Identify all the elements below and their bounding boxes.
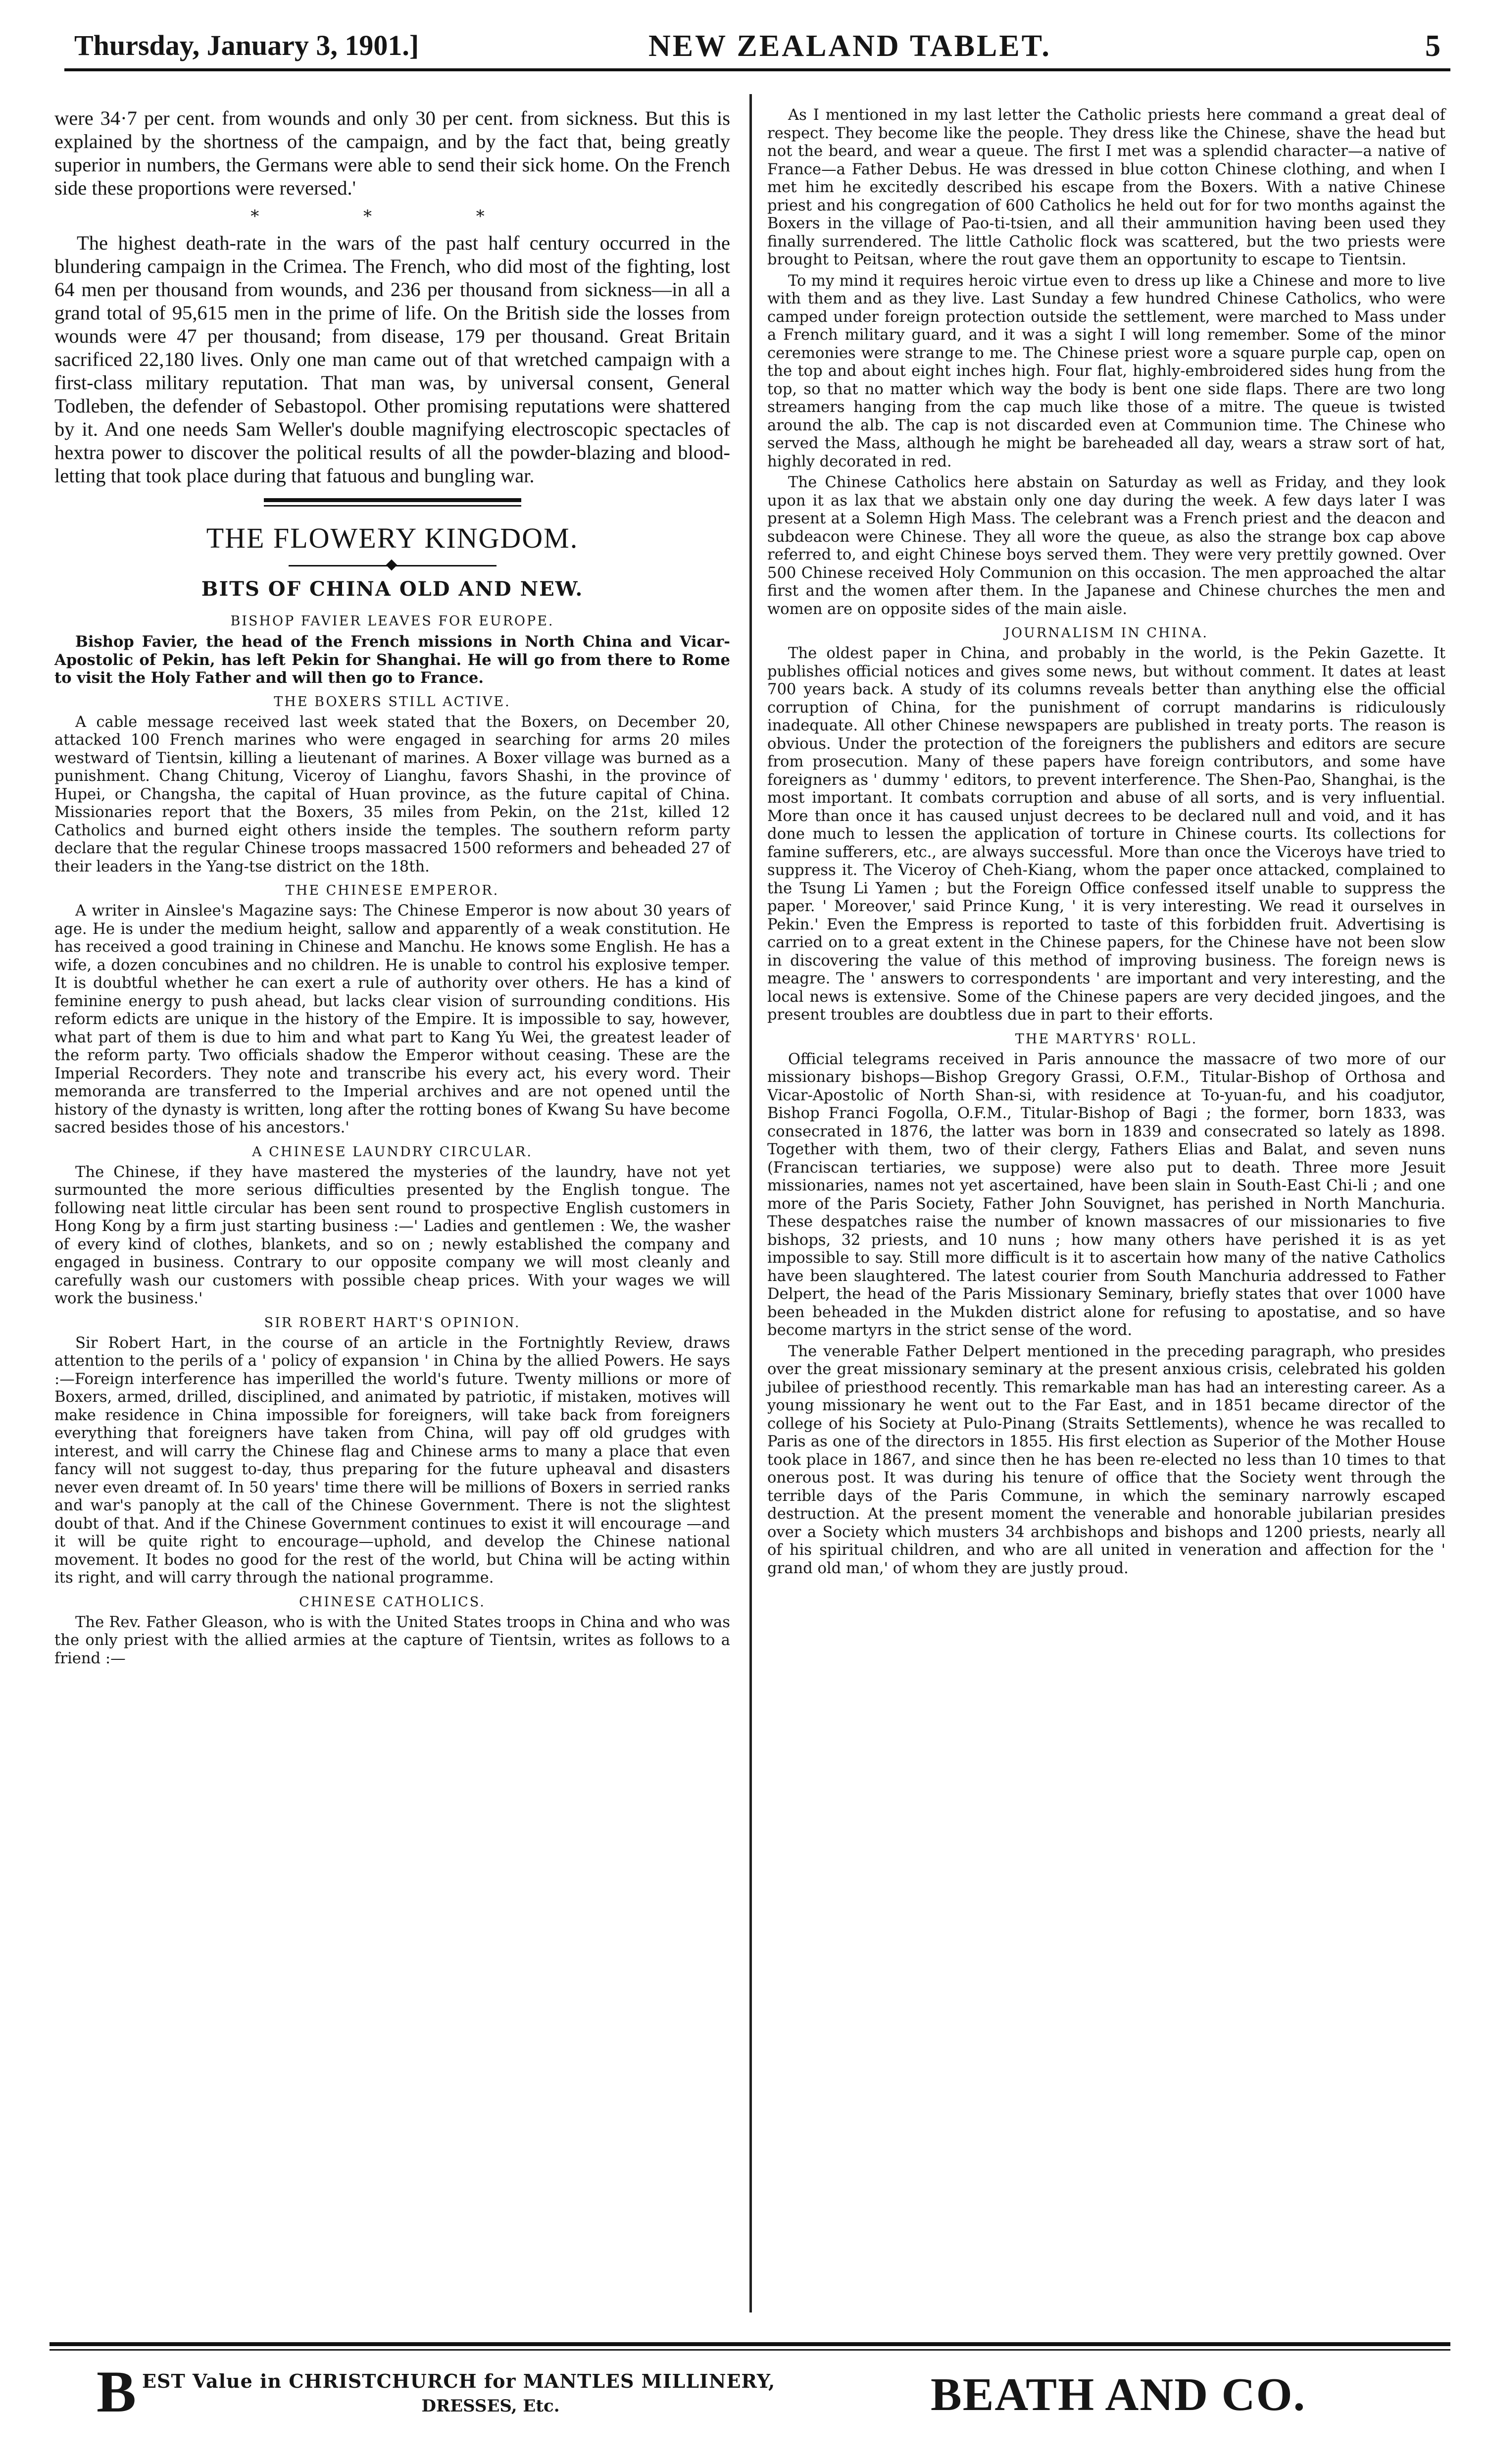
item-heading: BISHOP FAVIER LEAVES FOR EUROPE. [230, 614, 554, 629]
right-column [767, 106, 1445, 1581]
essay-continuation [54, 106, 730, 487]
footer-rule [50, 2342, 1450, 2346]
column-divider [749, 94, 752, 2312]
item-heading: THE MARTYRS' ROLL. [1015, 1031, 1198, 1047]
page-header [50, 26, 1450, 80]
item-paragraph: The Chinese, if they have mastered the mysteries of the laundry, have not yet surmounted the more serious difficulties presented by the English tongue. The following neat little circular has been sent round to prospective English customers in Hong Kong by a firm just starting business :—' Ladies and gentlemen : We, the washer of every kind of clothes, blankets, and so on ; newly established the company and engaged in business. Contrary to our opposite company we will most cleanly and carefully wash our customers with possible cheap prices. With your wages we will work the business.' [54, 1163, 730, 1307]
advertisement-footer [50, 2342, 1450, 2441]
section-rule [264, 498, 521, 507]
section-stars: * * * [250, 206, 534, 226]
item-heading: A CHINESE LAUNDRY CIRCULAR. [252, 1144, 533, 1160]
title-ornament [289, 561, 496, 570]
masthead-title: NEW ZEALAND TABLET. [648, 29, 1051, 63]
advertisement-left [97, 2359, 839, 2424]
item-paragraph: To my mind it requires heroic virtue even to dress up like a Chinese and more to live with them and as they live. Last Sunday a few hundred Chinese Catholics, who were camped under foreign protection outside the settlement, were marched to Mass under a French military guard, and it was a sight I will long remember. Some of the minor ceremonies were strange to me. The Chinese priest wore a square purple cap, open on the top and about eight inches high. Four flat, highly-embroidered sides hung from the top, so that no matter which way the body is bent one side flaps. There are two long streamers hanging from the cap much like those of a mitre. The queue is twisted around the alb. The cap is not discarded even at Communion time. The Chinese who served the Mass, although he might be bareheaded all day, wears a straw sort of hat, highly decorated in red. [767, 272, 1445, 470]
item-paragraph: A writer in Ainslee's Magazine says: The Chinese Emperor is now about 30 years of age. He is under the medium height, sallow and apparently of a weak constitution. He has received a good training in Chinese and Manchu. He knows some English. He has a wife, a dozen concubines and no children. He is unable to control his explosive temper. It is doubtful whether he can exert a rule of authority over others. He has a kind of feminine energy to push ahead, but lacks clear vision of surrounding conditions. His reform edicts are unique in the history of the Empire. It is impossible to say, however, what part of them is due to him and what part to Kang Yu Wei, the greatest leader of the reform party. Two officials shadow the Emperor without ceasing. These are the Imperial Recorders. They note and transcribe his every act, his every word. Their memoranda are transferred to the Imperial archives and are not opened until the history of the dynasty is written, long after the rotting bones of Kwang Su have become sacred besides those of his ancestors.' [54, 902, 730, 1136]
header-rule [64, 68, 1450, 71]
item-heading: THE CHINESE EMPEROR. [285, 883, 499, 898]
footer-rule [50, 2349, 1450, 2351]
item-paragraph: The Chinese Catholics here abstain on Saturday as well as Friday, and they look upon it as lax that we abstain only one day during the week. A few days later I was present at a Solemn High Mass. The celebrant was a French priest and the deacon and subdeacon were Chinese. They all wore the queue, as also the strange box cap above referred to, and eight Chinese boys served them. They were very prettily gowned. Over 500 Chinese received Holy Communion on this occasion. The men approached the altar first and the women after them. In the Japanese and Chinese churches the men and women are on opposite sides of the main aisle. [767, 474, 1445, 618]
item-heading: SIR ROBERT HART'S OPINION. [264, 1315, 521, 1331]
item-paragraph: Sir Robert Hart, in the course of an article in the Fortnightly Review, draws attention to the perils of a ' policy of expansion ' in China by the allied Powers. He says :—Foreign interference has imperilled the world's future. Twenty millions or more of Boxers, armed, drilled, disciplined, and animated by patriotic, if mistaken, motives will make residence in China impossible for foreigners, will take back from foreigners everything that foreigners have taken from China, will pay off old grudges with interest, and will carry the Chinese flag and Chinese arms to many a place that even fancy will not suggest to-day, thus preparing for the future upheaval and disasters never even dreamt of. In 50 years' time there will be millions of Boxers in serried ranks and war's panoply at the call of the Chinese Government. There is not the slightest doubt of that. And if the Chinese Government continues to exist it will encourage —and it will be quite right to encourage—uphold, and develop the Chinese national movement. It bodes no good for the rest of the world, but China will be acting within its right, and will carry through the national programme. [54, 1334, 730, 1587]
section-title: THE FLOWERY KINGDOM. [206, 522, 579, 554]
page-number: 5 [1425, 29, 1440, 63]
item-paragraph: Official telegrams received in Paris announce the massacre of two more of our missionary bishops—Bishop Gregory Grassi, O.F.M., Titular-Bishop of Orthosa and Vicar-Apostolic of North Shan-si, with residence at To-yuan-fu, and his coadjutor, Bishop Franci Fogolla, O.F.M., Titular-Bishop of Bagi ; the former, born 1833, was consecrated in 1876, the latter was born in 1839 and consecrated so lately as 1898. Together with them, two of their clergy, Fathers Elias and Balat, and seven nuns (Franciscan tertiaries, we suppose) were also put to death. Three more Jesuit missionaries, names not yet ascertained, have been slain in South-East Chi-li ; and one more of the Paris Society, Father John Souvignet, has perished in North Manchuria. These despatches raise the number of known massacres of our missionaries to five bishops, 32 priests, and 10 nuns ; how many others have perished it is as yet impossible to say. Still more difficult is it to ascertain how many of the native Catholics have been slaughtered. The latest courier from South Manchuria addressed to Father Delpert, the head of the Paris Missionary Seminary, briefly states that over 1000 have been beheaded in the Mukden district alone for refusing to apostatise, and so have become martyrs in the strict sense of the word. [767, 1050, 1445, 1339]
item-paragraph: Bishop Favier, the head of the French missions in North China and Vicar-Apostolic of Pekin, has left Pekin for Shanghai. He will go from there to Rome to visit the Holy Father and will then go to France. [54, 633, 730, 687]
ad-line: DRESSES, Etc. [421, 2396, 560, 2416]
news-items-left [54, 614, 730, 1668]
item-heading: JOURNALISM IN CHINA. [1004, 625, 1208, 641]
item-paragraph: As I mentioned in my last letter the Catholic priests here command a great deal of respect. They become like the people. They dress like the Chinese, shave the head but not the beard, and wear a queue. The first I met was a splendid character—a native of France—a Father Debus. He was dressed in blue cotton Chinese clothing, and when I met him he excitedly described his escape from the Boxers. With a native Chinese priest and his congregation of 600 Catholics he held out for for two months against the Boxers in the village of Pao-ti-tsien, and all their ammunition having been used they finally surrendered. The little Catholic flock was scattered, but the two priests were brought to Peitsan, where the rout gave them an opportunity to escape to Tientsin. [767, 106, 1445, 268]
issue-date: Thursday, January 3, 1901.] [74, 29, 419, 61]
item-heading: THE BOXERS STILL ACTIVE. [274, 694, 511, 710]
diamond-ornament-icon [386, 560, 397, 571]
essay-paragraph: were 34·7 per cent. from wounds and only 30 per cent. from sickness. But this is explained by the shortness of the campaign, and by the fact that, being greatly superior in numbers, the Germans were able to send their sick home. On the French side these proportions were reversed.' [54, 107, 730, 199]
ad-line: EST Value in CHRISTCHURCH for MANTLES MILLINERY, [142, 2370, 776, 2392]
item-paragraph: The oldest paper in China, and probably in the world, is the Pekin Gazette. It publishes official notices and gives some news, but without comment. It dates at least 700 years back. A study of its columns reveals better than anything else the official corruption of China, for the punishment of corrupt mandarins is ridiculously inadequate. All other Chinese newspapers are published in treaty ports. The reason is obvious. Under the protection of the foreigners the publishers and editors are secure from prosecution. Many of these papers have foreign contributors, and some have foreigners as ' dummy ' editors, to prevent interference. The Shen-Pao, Shanghai, is the most important. It combats corruption and abuse of all sorts, and is very influential. More than once it has caused unjust decrees to be declared null and void, and it has done much to lessen the application of torture in Chinese courts. Its collections for famine sufferers, etc., are always successful. More than once the Viceroys have tried to suppress it. The Viceroy of Cheh-Kiang, whom the paper once attacked, complained to the Tsung Li Yamen ; but the Foreign Office confessed itself unable to suppress the paper. ' Moreover,' said Prince Kung, ' it is very interesting. We read it ourselves in Pekin.' Even the Empress is reported to taste of this forbidden fruit. Advertising is carried on to a great extent in the Chinese papers, for the Chinese have not been slow in discovering the value of this method of improving business. The foreign news is meagre. The ' answers to correspondents ' are important and very interesting, and the local news is extensive. Some of the Chinese papers are very decided jingoes, and the present troubles are doubtless due in part to their efforts. [767, 645, 1445, 1024]
item-paragraph: The Rev. Father Gleason, who is with the United States troops in China and who was the only priest with the allied armies at the capture of Tientsin, writes as follows to a friend :— [54, 1613, 730, 1667]
ad-dropcap: B [97, 2359, 137, 2424]
left-column [54, 106, 730, 1671]
advertisement-right: BEATH AND CO. [931, 2369, 1306, 2420]
section-subtitle: BITS OF CHINA OLD AND NEW. [201, 577, 584, 601]
item-heading: CHINESE CATHOLICS. [299, 1594, 486, 1610]
item-paragraph: The venerable Father Delpert mentioned in the preceding paragraph, who presides over the great missionary seminary at the present anxious crisis, celebrated his golden jubilee of priesthood recently. This remarkable man has had an interesting career. As a young missionary he went out to the Far East, and in 1851 became director of the college of his Society at Pulo-Pinang (Straits Settlements), whence he was recalled to Paris as one of the directors in 1855. His first election as Superior of the Mother House took place in 1867, and since then he has been re-elected no less than 10 times to that onerous post. It was during his tenure of office that the Society went through the terrible days of the Paris Commune, in which the seminary narrowly escaped destruction. At the present moment the venerable and honorable jubilarian presides over a Society which musters 34 archbishops and bishops and 1200 priests, nearly all of his spiritual children, and who are all united in veneration and affection for the ' grand old man,' of whom they are justly proud. [767, 1342, 1445, 1577]
essay-paragraph: The highest death-rate in the wars of the past half century occurred in the blundering campaign in the Crimea. The French, who did most of the fighting, lost 64 men per thousand from wounds, and 236 per thousand from sickness—in all a grand total of 95,615 men in the prime of life. On the British side the losses from wounds were 47 per thousand; from disease, 179 per thousand. Great Britain sacrificed 22,180 lives. Only one man came out of that wretched campaign with a first-class military reputation. That man was, by universal consent, General Todleben, the defender of Sebastopol. Other promising reputations were shattered by it. And one needs Sam Weller's double magnifying electroscopic spectacles of hextra power to discover the political results of all the powder-blazing and blood-letting that took place during that fatuous and bungling war. [54, 232, 730, 487]
item-paragraph: A cable message received last week stated that the Boxers, on December 20, attacked 100 French marines who were engaged in searching for arms 20 miles westward of Tientsin, killing a lieutenant of marines. A Boxer village was burned as a punishment. Chang Chitung, Viceroy of Lianghu, favors Shashi, in the province of Hupei, or Changsha, the capital of Huan province, as the future capital of China. Missionaries report that the Boxers, 35 miles from Pekin, on the 21st, killed 12 Catholics and burned eight others inside the temples. The southern reform party declare that the regular Chinese troops massacred 1500 reformers and beheaded 27 of their leaders in the Yang-tse district on the 18th. [54, 713, 730, 875]
news-items-right [767, 106, 1445, 1578]
